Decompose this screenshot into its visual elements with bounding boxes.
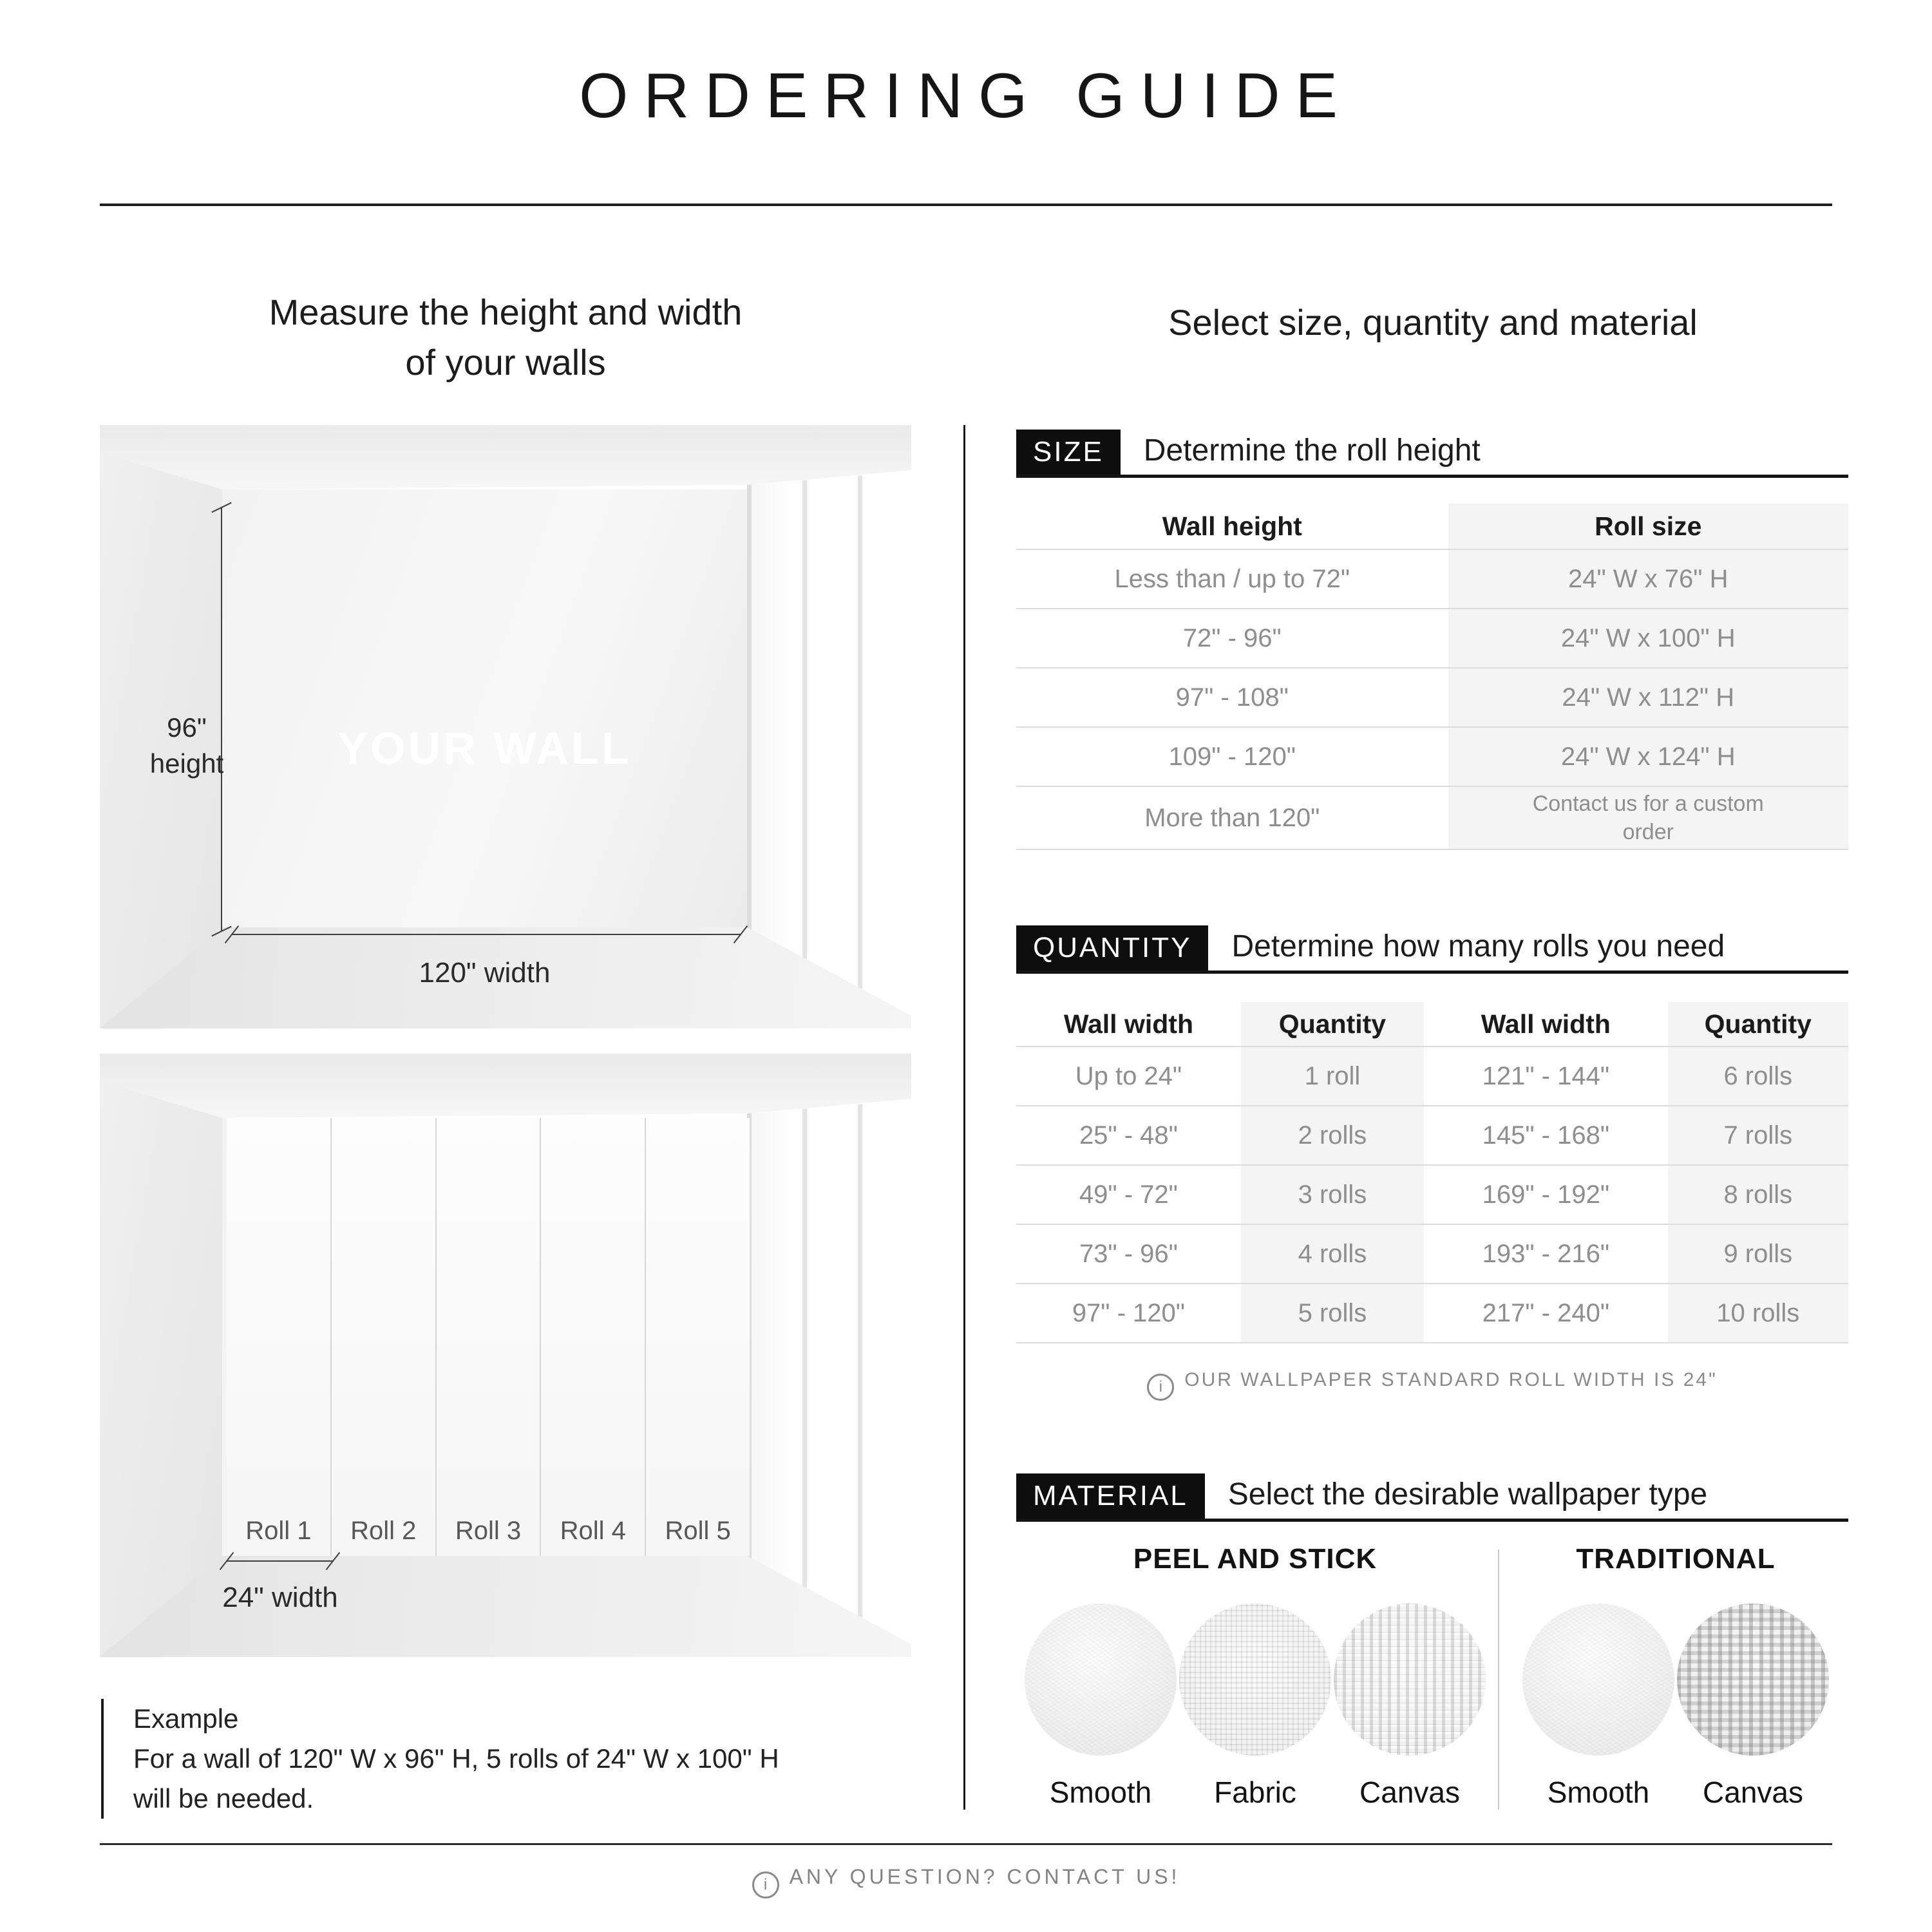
swatch-smooth bbox=[1025, 1604, 1177, 1810]
wall-width-cell: 193" - 216" bbox=[1482, 1239, 1610, 1268]
roll-size-cell: 24" W x 100" H bbox=[1448, 609, 1848, 667]
room-window-wall bbox=[747, 1100, 911, 1644]
size-table-row bbox=[1016, 608, 1848, 667]
wall-height-cell: Less than / up to 72" bbox=[1114, 564, 1350, 593]
roll-label: Roll 2 bbox=[350, 1517, 417, 1545]
roll-label: Roll 5 bbox=[665, 1517, 731, 1545]
material-options bbox=[1016, 1543, 1848, 1810]
size-table bbox=[1016, 504, 1848, 850]
width-dimension-line bbox=[232, 934, 741, 935]
size-table-header-row bbox=[1016, 504, 1848, 549]
room-window-wall bbox=[747, 471, 911, 1016]
material-subtitle: Select the desirable wallpaper type bbox=[1227, 1477, 1708, 1511]
quantity-cell: 2 rolls bbox=[1241, 1106, 1424, 1164]
wall-height-word: height bbox=[149, 748, 224, 779]
size-subtitle: Determine the roll height bbox=[1143, 433, 1481, 468]
wall-width-label: 120" width bbox=[419, 957, 551, 989]
material-group-peel-and-stick bbox=[1016, 1543, 1494, 1810]
wall-width-cell: 49" - 72" bbox=[1079, 1180, 1178, 1209]
smooth-texture-icon bbox=[1025, 1604, 1177, 1756]
canvas-texture-icon bbox=[1334, 1604, 1486, 1756]
info-icon bbox=[752, 1871, 779, 1899]
wall-height-label bbox=[126, 710, 248, 782]
swatch-row bbox=[1025, 1604, 1486, 1810]
wall-width-cell: 97" - 120" bbox=[1072, 1298, 1185, 1327]
roll-panel bbox=[646, 1118, 750, 1556]
swatch-label: Fabric bbox=[1214, 1776, 1296, 1809]
size-table-row bbox=[1016, 726, 1848, 786]
wall-height-cell: 109" - 120" bbox=[1168, 742, 1296, 771]
qty-col-wall-width: Wall width bbox=[1481, 1009, 1611, 1039]
qty-col-wall-width: Wall width bbox=[1063, 1009, 1193, 1039]
material-badge: MATERIAL bbox=[1016, 1473, 1205, 1519]
quantity-table-row bbox=[1016, 1046, 1848, 1105]
quantity-table-row bbox=[1016, 1164, 1848, 1224]
swatch-row bbox=[1522, 1604, 1829, 1810]
swatch-smooth bbox=[1522, 1604, 1674, 1810]
roll-width-dimension-line bbox=[227, 1560, 333, 1562]
quantity-cell: 5 rolls bbox=[1241, 1284, 1424, 1342]
roll-label: Roll 3 bbox=[455, 1517, 522, 1545]
quantity-section-header bbox=[1016, 925, 1848, 974]
example-line1: For a wall of 120" W x 96" H, 5 rolls of 24" W x 100" H bbox=[133, 1743, 779, 1774]
material-group-name: PEEL AND STICK bbox=[1133, 1543, 1378, 1575]
quantity-cell: 10 rolls bbox=[1668, 1284, 1848, 1342]
roll-size-cell: 24" W x 124" H bbox=[1448, 728, 1848, 786]
wall-height-cell: 72" - 96" bbox=[1182, 623, 1282, 652]
material-group-divider bbox=[1498, 1549, 1499, 1810]
roll-width-note bbox=[1016, 1369, 1848, 1401]
room-back-wall bbox=[222, 489, 747, 927]
roll-panel bbox=[332, 1118, 437, 1556]
qty-col-quantity: Quantity bbox=[1241, 1002, 1424, 1046]
wall-width-cell: 145" - 168" bbox=[1482, 1121, 1610, 1150]
wallpaper-roll-panels bbox=[227, 1118, 750, 1556]
wall-width-cell: Up to 24" bbox=[1075, 1061, 1182, 1090]
swatch-fabric bbox=[1179, 1604, 1331, 1810]
swatch-canvas bbox=[1334, 1604, 1486, 1810]
size-section-header bbox=[1016, 430, 1848, 478]
column-divider-line bbox=[963, 425, 965, 1810]
roll-panel bbox=[227, 1118, 332, 1556]
left-heading-line2: of your walls bbox=[405, 342, 606, 383]
quantity-table-row bbox=[1016, 1283, 1848, 1343]
example-block bbox=[101, 1699, 932, 1819]
size-table-row bbox=[1016, 786, 1848, 850]
swatch-canvas bbox=[1677, 1604, 1829, 1810]
roll-size-cell: Contact us for a custom order bbox=[1448, 787, 1848, 849]
quantity-subtitle: Determine how many rolls you need bbox=[1231, 929, 1725, 963]
quantity-cell: 6 rolls bbox=[1668, 1047, 1848, 1105]
quantity-cell: 3 rolls bbox=[1241, 1166, 1424, 1224]
info-icon bbox=[1147, 1374, 1174, 1401]
footer-divider bbox=[100, 1843, 1832, 1845]
roll-label: Roll 1 bbox=[245, 1517, 312, 1545]
canvas-texture-icon bbox=[1677, 1604, 1829, 1756]
wall-width-cell: 121" - 144" bbox=[1482, 1061, 1610, 1090]
quantity-table-row bbox=[1016, 1224, 1848, 1283]
smooth-texture-icon bbox=[1522, 1604, 1674, 1756]
example-line2: will be needed. bbox=[133, 1783, 314, 1814]
wall-height-cell: More than 120" bbox=[1144, 803, 1320, 832]
roll-size-cell: 24" W x 112" H bbox=[1448, 668, 1848, 726]
swatch-label: Smooth bbox=[1049, 1776, 1152, 1809]
example-title: Example bbox=[133, 1703, 239, 1734]
size-table-row bbox=[1016, 549, 1848, 608]
quantity-table-row bbox=[1016, 1105, 1848, 1164]
fabric-texture-icon bbox=[1179, 1604, 1331, 1756]
room-illustration-measure bbox=[100, 425, 911, 1028]
swatch-label: Canvas bbox=[1359, 1776, 1460, 1809]
right-column-heading: Select size, quantity and material bbox=[1168, 302, 1698, 343]
size-col-wall-height: Wall height bbox=[1162, 511, 1302, 541]
roll-panel bbox=[437, 1118, 542, 1556]
swatch-label: Canvas bbox=[1703, 1776, 1803, 1809]
swatch-label: Smooth bbox=[1547, 1776, 1650, 1809]
wall-width-cell: 73" - 96" bbox=[1079, 1239, 1178, 1268]
footer-text: ANY QUESTION? CONTACT US! bbox=[789, 1865, 1180, 1888]
quantity-cell: 4 rolls bbox=[1241, 1225, 1424, 1283]
quantity-cell: 7 rolls bbox=[1668, 1106, 1848, 1164]
quantity-cell: 9 rolls bbox=[1668, 1225, 1848, 1283]
footer-contact bbox=[0, 1865, 1932, 1899]
title-divider bbox=[100, 204, 1832, 206]
material-group-traditional bbox=[1503, 1543, 1848, 1810]
roll-size-cell: 24" W x 76" H bbox=[1448, 550, 1848, 608]
roll-panel bbox=[541, 1118, 646, 1556]
size-col-roll-size: Roll size bbox=[1448, 504, 1848, 549]
quantity-cell: 8 rolls bbox=[1668, 1166, 1848, 1224]
quantity-badge: QUANTITY bbox=[1016, 925, 1208, 971]
quantity-table-header-row bbox=[1016, 1002, 1848, 1046]
roll-width-label: 24" width bbox=[222, 1582, 338, 1613]
wall-width-cell: 217" - 240" bbox=[1482, 1298, 1610, 1327]
left-column-heading bbox=[100, 287, 911, 388]
room-illustration-rolls bbox=[100, 1054, 911, 1657]
room-left-wall bbox=[100, 1054, 222, 1657]
wall-height-cell: 97" - 108" bbox=[1175, 683, 1289, 712]
roll-label: Roll 4 bbox=[560, 1517, 626, 1545]
your-wall-label: YOUR WALL bbox=[337, 723, 632, 773]
size-badge: SIZE bbox=[1016, 430, 1121, 475]
wall-height-value: 96" bbox=[167, 712, 207, 743]
size-table-row bbox=[1016, 667, 1848, 726]
material-group-name: TRADITIONAL bbox=[1576, 1543, 1776, 1575]
wall-width-cell: 169" - 192" bbox=[1482, 1180, 1610, 1209]
material-section-header bbox=[1016, 1473, 1848, 1522]
quantity-cell: 1 roll bbox=[1241, 1047, 1424, 1105]
left-heading-line1: Measure the height and width bbox=[269, 292, 743, 332]
wall-width-cell: 25" - 48" bbox=[1079, 1121, 1178, 1150]
note-text: OUR WALLPAPER STANDARD ROLL WIDTH IS 24" bbox=[1184, 1369, 1718, 1390]
quantity-table bbox=[1016, 1002, 1848, 1343]
page-title: ORDERING GUIDE bbox=[579, 60, 1353, 131]
qty-col-quantity: Quantity bbox=[1668, 1002, 1848, 1046]
